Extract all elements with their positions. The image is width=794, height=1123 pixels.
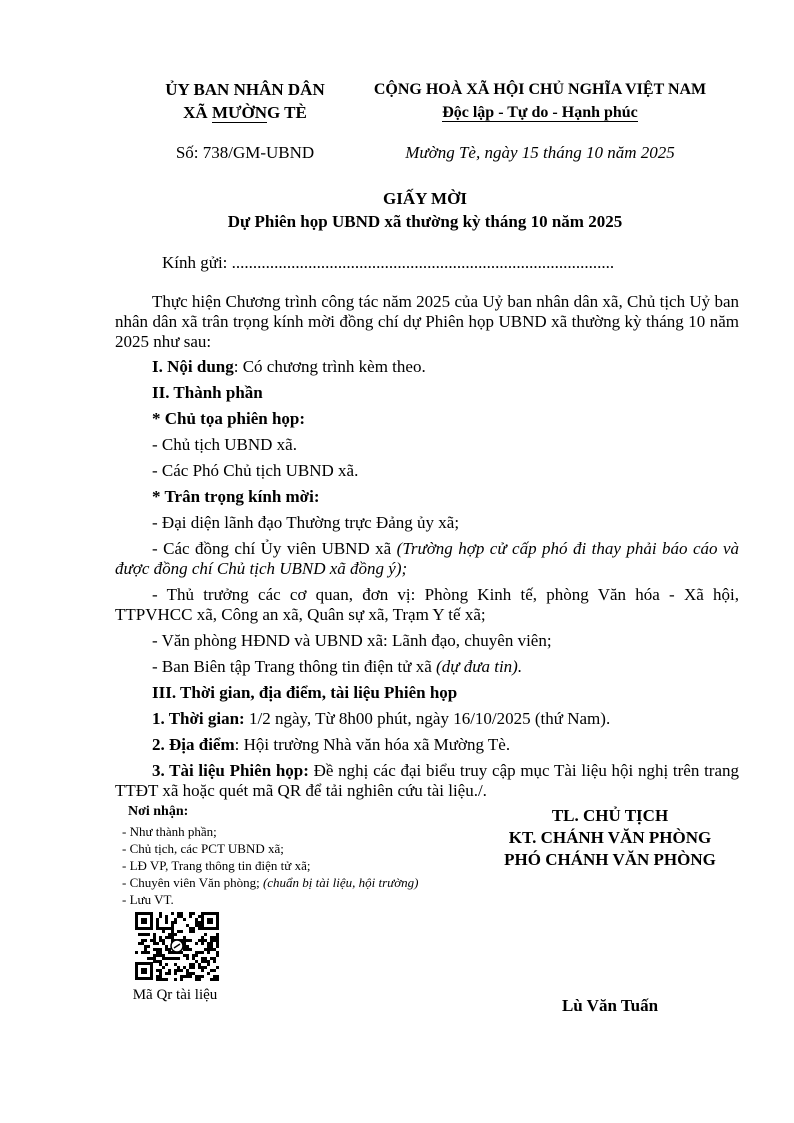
national-motto: Độc lập - Tự do - Hạnh phúc <box>442 104 638 121</box>
document-number: Số: 738/GM-UBND <box>175 143 315 162</box>
signer-name: Lù Văn Tuấn <box>561 996 659 1015</box>
receiver-item: - LĐ VP, Trang thông tin điện tử xã; <box>122 858 311 873</box>
receiver-item: - Chủ tịch, các PCT UBND xã; <box>122 841 284 856</box>
issuing-authority <box>120 78 370 124</box>
intro-paragraph: Thực hiện Chương trình công tác năm 2025 của Uỷ ban nhân dân xã, Chủ tịch Uỷ ban nhân dân xã trân trọng kính mời đồng chí dự Phiên họp UBND xã thường kỳ tháng 10 năm 2025 như sau: <box>115 292 739 351</box>
section-content: I. Nội dung: Có chương trình kèm theo. <box>152 357 426 376</box>
receivers-title: Nơi nhận: <box>128 804 189 819</box>
document-title <box>115 187 735 233</box>
receiver-item: - Lưu VT. <box>122 892 174 907</box>
signature-line-3: PHÓ CHÁNH VĂN PHÒNG <box>504 850 716 869</box>
invite-item: - Thủ trưởng các cơ quan, đơn vị: Phòng Kinh tế, phòng Văn hóa - Xã hội, TTPVHCC xã, Công an xã, Quân sự xã, Trạm Y tế xã; <box>115 585 739 624</box>
receivers-list <box>122 823 419 908</box>
title-sub: Dự Phiên họp UBND xã thường kỳ tháng 10 năm 2025 <box>227 212 623 231</box>
meeting-time: 1. Thời gian: 1/2 ngày, Từ 8h00 phút, ngày 16/10/2025 (thứ Nam). <box>152 709 611 728</box>
invite-heading: * Trân trọng kính mời: <box>152 487 320 506</box>
chair-item: - Chủ tịch UBND xã. <box>152 435 297 454</box>
authority-line-1: ỦY BAN NHÂN DÂN <box>165 80 325 99</box>
chair-item: - Các Phó Chủ tịch UBND xã. <box>152 461 359 480</box>
invite-item: - Các đồng chí Ủy viên UBND xã (Trường hợp cử cấp phó đi thay phải báo cáo và được đồng chí Chủ tịch UBND xã đồng ý); <box>115 539 739 578</box>
qr-caption: Mã Qr tài liệu <box>132 987 218 1003</box>
receiver-item: - Như thành phần; <box>122 824 217 839</box>
signature-block <box>470 805 750 871</box>
invite-item: - Ban Biên tập Trang thông tin điện tử xã (dự đưa tin). <box>152 657 523 676</box>
document-body <box>115 292 739 807</box>
chair-heading: * Chủ tọa phiên họp: <box>152 409 306 428</box>
invite-item: - Đại diện lãnh đạo Thường trực Đảng ủy xã; <box>152 513 460 532</box>
invite-item: - Văn phòng HĐND và UBND xã: Lãnh đạo, chuyên viên; <box>152 631 552 650</box>
meeting-place: 2. Địa điểm: Hội trường Nhà văn hóa xã Mường Tè. <box>152 735 511 754</box>
authority-line-2: XÃ MƯỜNG TÈ <box>183 103 307 122</box>
nation-name: CỘNG HOÀ XÃ HỘI CHỦ NGHĨA VIỆT NAM <box>373 81 707 98</box>
section-participants: II. Thành phần <box>152 383 263 402</box>
title-main: GIẤY MỜI <box>383 189 467 208</box>
qr-code-icon <box>134 911 220 981</box>
national-header <box>350 78 730 124</box>
receiver-item: - Chuyên viên Văn phòng; (chuẩn bị tài liệu, hội trường) <box>122 875 419 890</box>
signature-line-1: TL. CHỦ TỊCH <box>551 806 669 825</box>
signature-line-2: KT. CHÁNH VĂN PHÒNG <box>508 828 712 847</box>
recipient-line: Kính gửi: .......................................................................................... <box>162 253 615 272</box>
place-date: Mường Tè, ngày 15 tháng 10 năm 2025 <box>405 143 675 162</box>
meeting-documents: 3. Tài liệu Phiên họp: Đề nghị các đại biểu truy cập mục Tài liệu hội nghị trên trang TTĐT xã hoặc quét mã QR để tải nghiên cứu tài liệu./. <box>115 761 739 800</box>
section-time-place: III. Thời gian, địa điểm, tài liệu Phiên họp <box>152 683 458 702</box>
